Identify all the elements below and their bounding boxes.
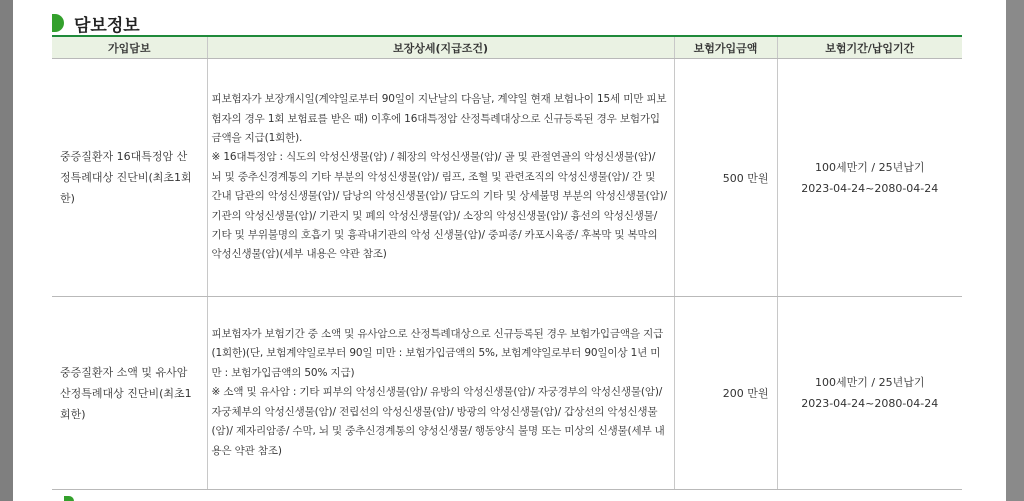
coverage-period: 100세만기 / 25년납기	[815, 376, 925, 389]
next-section-marker-icon	[64, 496, 74, 501]
table-header-row	[52, 36, 962, 59]
coverage-amount: 500 만원	[674, 59, 777, 297]
detail-note: ※ 16대특정암 : 식도의 악성신생물(암) / 췌장의 악성신생물(암)/ 골 및 관절연골의 악성신생물(암)/ 뇌 및 중추신경계통의 기타 부분의 악성신생물(암)/ 림프, 조혈 및 관련조직의 악성신생물(암)/ 간 및 간내 담관의 악성신생물(암)/ 담낭의 악성신생물(암)/ 담도의 기타 및 상세불명 부분의 악성신생물(암)/ 기관의 악성신생물(암)/ 기관지 및 폐의 악성신생물(암)/ 소장의 악성신생물(암)/ 흉선의 악성신생물/ 기타 및 부위불명의 호흡기 및 흉곽내기관의 악성 신생물(암)/ 중피종/ 카포시육종/ 후복막 및 복막의 악성신생물(암)(세부 내용은 약관 참조)	[211, 151, 667, 261]
table-row	[52, 297, 962, 490]
header-period: 보험기간/납입기간	[777, 36, 962, 59]
coverage-amount: 200 만원	[674, 297, 777, 490]
coverage-dates: 2023-04-24~2080-04-24	[801, 397, 939, 410]
detail-condition: 피보험자가 보장개시일(계약일로부터 90일이 지난날의 다음날, 계약일 현재 보험나이 15세 미만 피보험자의 경우 1회 보험료를 받은 때) 이후에 16대특정암 산정특례대상으로 신규등록된 경우 보험가입금액을 지급(1회한).	[211, 93, 667, 144]
coverage-detail	[207, 59, 674, 297]
header-amount: 보험가입금액	[674, 36, 777, 59]
scrollbar-track[interactable]	[1006, 0, 1024, 501]
coverage-name: 중증질환자 소액 및 유사암 산정특례대상 진단비(최초1회한)	[52, 297, 207, 490]
table-row	[52, 59, 962, 297]
coverage-period-cell	[777, 59, 962, 297]
coverage-detail	[207, 297, 674, 490]
section-title: 담보정보	[74, 15, 140, 36]
coverage-dates: 2023-04-24~2080-04-24	[801, 181, 939, 195]
section-header	[52, 11, 140, 35]
detail-condition: 피보험자가 보험기간 중 소액 및 유사암으로 산정특례대상으로 신규등록된 경우 보험가입금액을 지급(1회한)(단, 보험계약일로부터 90일 미만 : 보험가입금액의 5%, 보험계약일로부터 90일이상 1년 미만 : 보험가입금액의 50% 지급)	[211, 328, 664, 379]
coverage-table	[52, 35, 962, 490]
coverage-name: 중증질환자 16대특정암 산정특례대상 진단비(최초1회한)	[52, 59, 207, 297]
header-coverage: 가입담보	[52, 36, 207, 59]
section-marker-icon	[52, 14, 64, 32]
header-detail: 보장상세(지급조건)	[207, 36, 674, 59]
detail-note: ※ 소액 및 유사암 : 기타 피부의 악성신생물(암)/ 유방의 악성신생물(암)/ 자궁경부의 악성신생물(암)/ 자궁체부의 악성신생물(암)/ 전립선의 악성신생물(암)/ 방광의 악성신생물(암)/ 갑상선의 악성신생물(암)/ 제자리암종/ 수막, 뇌 및 중추신경계통의 양성신생물/ 행동양식 불명 또는 미상의 신생물(세부 내용은 약관 참조)	[211, 386, 665, 457]
coverage-period-cell	[777, 297, 962, 490]
coverage-period: 100세만기 / 25년납기	[815, 160, 925, 174]
